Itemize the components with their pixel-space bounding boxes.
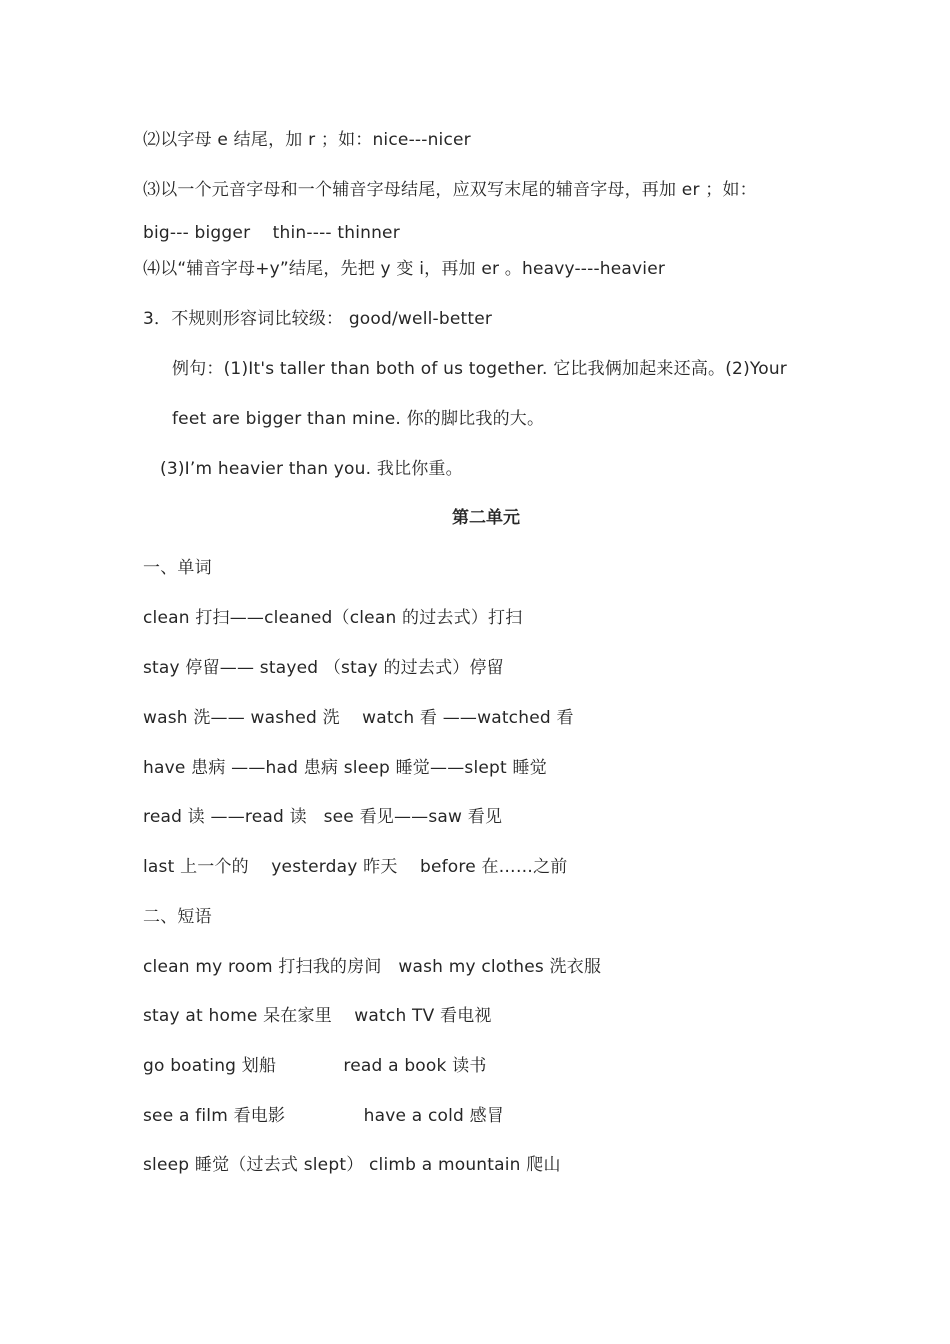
word-line: last 上一个的 yesterday 昨天 before 在……之前: [143, 857, 568, 877]
phrases-heading: 二、短语: [143, 907, 212, 927]
phrase-line: clean my room 打扫我的房间 wash my clothes 洗衣服: [143, 957, 602, 977]
unit-title: 第二单元: [452, 508, 520, 528]
word-line: clean 打扫——cleaned（clean 的过去式）打扫: [143, 608, 523, 628]
word-line: stay 停留—— stayed （stay 的过去式）停留: [143, 658, 504, 678]
example-sentence-1: 例句：(1)It's taller than both of us together. 它比我俩加起来还高。(2)Your: [172, 359, 787, 379]
phrase-line: see a film 看电影 have a cold 感冒: [143, 1106, 505, 1126]
phrase-line: sleep 睡觉（过去式 slept） climb a mountain 爬山: [143, 1155, 561, 1175]
word-line: have 患病 ——had 患病 sleep 睡觉——slept 睡觉: [143, 758, 547, 778]
irregular-comparatives: 3．不规则形容词比较级： good/well-better: [143, 309, 493, 329]
word-line: wash 洗—— washed 洗 watch 看 ——watched 看: [143, 708, 574, 728]
phrase-line: stay at home 呆在家里 watch TV 看电视: [143, 1006, 492, 1026]
rule-4: ⑷以“辅音字母+y”结尾，先把 y 变 i，再加 er 。heavy----heavier: [143, 259, 666, 279]
phrase-line: go boating 划船 read a book 读书: [143, 1056, 487, 1076]
words-heading: 一、单词: [143, 558, 212, 578]
word-line: read 读 ——read 读 see 看见——saw 看见: [143, 807, 503, 827]
example-sentence-2: feet are bigger than mine. 你的脚比我的大。: [172, 409, 545, 429]
rule-3: ⑶以一个元音字母和一个辅音字母结尾，应双写末尾的辅音字母，再加 er ；如：: [143, 180, 757, 200]
rule-3-example: big--- bigger thin---- thinner: [143, 223, 400, 243]
example-sentence-3: (3)I’m heavier than you. 我比你重。: [160, 459, 463, 479]
rule-2: ⑵以字母 e 结尾，加 r ；如：nice---nicer: [143, 130, 471, 150]
